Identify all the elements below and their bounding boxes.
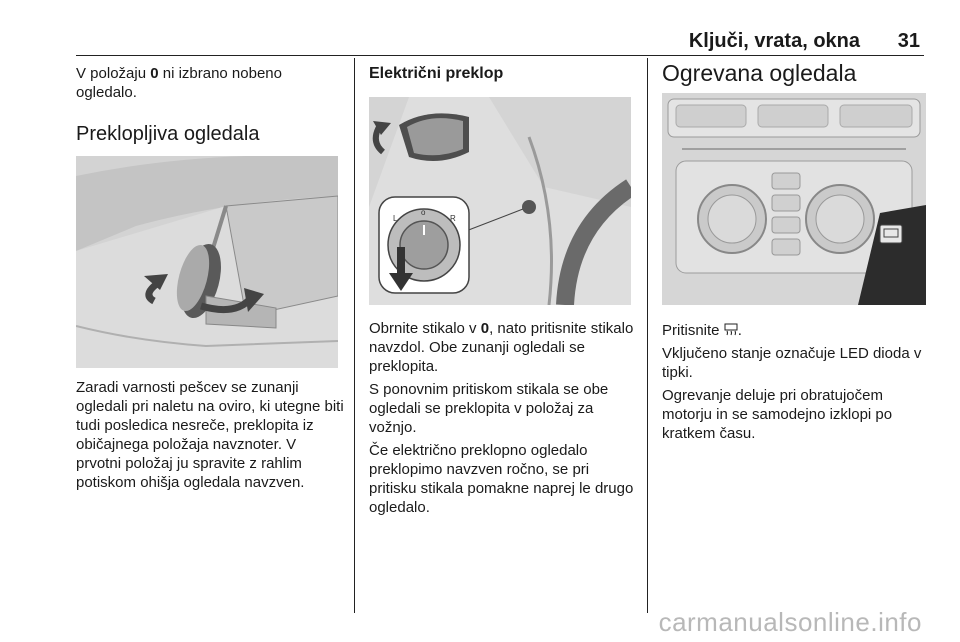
heading-electric-folding: Električni preklop xyxy=(369,65,504,82)
folding-mirrors-text: Zaradi varnosti pešcev se zunanji ogledali pri naletu na oviro, ki utegne biti tudi posledica nesreče, preklopita iz običajnega položaja navznoter. V prvotni položaj ju spravite z rahlim potiskom ohišja ogledala navzven. xyxy=(76,379,344,491)
climate-control-drawing xyxy=(662,93,926,305)
step-1-post: , nato pritisnite stikalo navzdol. Obe zunanji ogledali se preklopita. xyxy=(369,320,634,375)
folding-mirror-illustration xyxy=(76,156,338,368)
press-text-end: . xyxy=(737,322,742,339)
folding-mirror-drawing xyxy=(76,156,338,368)
intro-position-zero: 0 xyxy=(150,65,159,82)
knob-label-left: L xyxy=(393,214,398,223)
column-3 xyxy=(662,60,928,447)
page-number: 31 xyxy=(897,30,920,52)
column-divider-1 xyxy=(354,58,355,613)
intro-text-post: ni izbrano nobeno ogledalo. xyxy=(76,65,282,101)
mirror-switch-drawing xyxy=(369,97,631,305)
knob-label-zero: o xyxy=(421,208,426,217)
intro-paragraph xyxy=(76,64,344,102)
heading-folding-mirrors: Preklopljiva ogledala xyxy=(76,123,260,145)
intro-text-pre: V položaju xyxy=(76,65,151,82)
electric-folding-step-2: S ponovnim pritiskom stikala se obe ogledali se preklopita v položaj za vožnjo. xyxy=(369,381,609,436)
heading-heated-mirrors: Ogrevana ogledala xyxy=(662,60,857,86)
column-divider-2 xyxy=(647,58,648,613)
heated-mirrors-led-text: Vključeno stanje označuje LED dioda v tipki. xyxy=(662,345,922,381)
header-rule xyxy=(76,55,924,56)
electric-folding-step-1 xyxy=(369,319,635,376)
step-1-position-zero: 0 xyxy=(480,320,490,337)
heated-mirror-icon xyxy=(724,321,738,340)
column-2 xyxy=(369,64,635,521)
step-1-pre: Obrnite stikalo v xyxy=(369,320,481,337)
watermark: carmanualsonline.info xyxy=(658,607,922,637)
knob-label-right: R xyxy=(450,214,456,223)
press-text: Pritisnite xyxy=(662,322,720,339)
heated-mirrors-operation-text: Ogrevanje deluje pri obratujočem motorju in se samodejno izklopi po kratkem času. xyxy=(662,387,893,442)
mirror-switch-illustration xyxy=(369,97,631,305)
electric-folding-step-3: Če električno preklopno ogledalo preklopimo navzven ročno, se pri pritisku stikala pomakne naprej le drugo ogledalo. xyxy=(369,442,634,516)
heated-mirrors-instruction xyxy=(662,321,928,340)
climate-control-illustration xyxy=(662,93,926,305)
column-1 xyxy=(76,64,344,496)
page-header-title: Ključi, vrata, okna xyxy=(688,30,860,52)
